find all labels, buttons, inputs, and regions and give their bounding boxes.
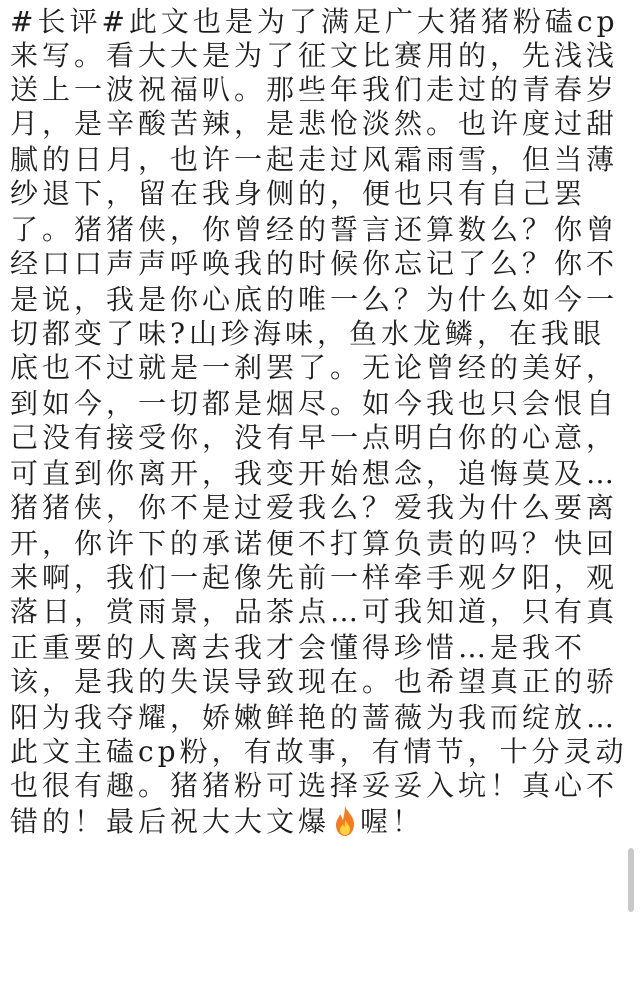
text-line: 此文主磕cp粉，有故事，有情节，十分灵动 [10, 735, 628, 768]
text-line: 纱退下，留在我身侧的，便也只有自己罢 [10, 177, 587, 210]
text-line: 切都变了味?山珍海味，鱼水龙鳞，在我眼 [10, 317, 606, 350]
text-line: 腻的日月，也许一起走过风霜雨雪，但当薄 [10, 143, 619, 176]
text-line: 到如今，一切都是烟尽。如今我也只会恨自 [10, 387, 619, 420]
text-line: 阳为我夺耀，娇嫩鲜艳的蔷薇为我而绽放… [10, 701, 619, 734]
scrollbar-thumb[interactable] [628, 848, 634, 912]
text-line-last [10, 798, 424, 846]
text-line: 来啊，我们一起像先前一样牵手观夕阳，观 [10, 561, 619, 594]
text-line: 猪猪侠，你不是过爱我么？爱我为什么要离 [10, 491, 619, 524]
text-line: 落日，赏雨景，品茶点…可我知道，只有真 [10, 595, 619, 628]
text-line: 可直到你离开，我变开始想念，追悔莫及… [10, 457, 619, 490]
text-line: 送上一波祝福叭。那些年我们走过的青春岁 [10, 73, 619, 106]
fire-icon [332, 804, 358, 836]
text-line: 了。猪猪侠，你曾经的誓言还算数么？你曾 [10, 213, 619, 246]
text-line: 正重要的人离去我才会懂得珍惜…是我不 [10, 631, 587, 664]
text-line: 己没有接受你，没有早一点明白你的心意， [10, 421, 619, 454]
text-line: 来写。看大大是为了征文比赛用的，先浅浅 [10, 39, 619, 72]
text-segment: 错的！最后祝大大文爆 [10, 805, 331, 838]
text-line: 经口口声声呼唤我的时候你忘记了么？你不 [10, 247, 619, 280]
text-line: #长评#此文也是为了满足广大猪猪粉磕cp [10, 5, 619, 38]
text-segment: 喔！ [360, 805, 425, 838]
text-line: 底也不过就是一刹罢了。无论曾经的美好， [10, 351, 619, 384]
text-line: 该，是我的失误导致现在。也希望真正的骄 [10, 665, 619, 698]
text-line: 是说，我是你心底的唯一么？为什么如今一 [10, 283, 619, 316]
text-line: 也很有趣。猪猪粉可选择妥妥入坑！真心不 [10, 769, 619, 802]
text-line: 月，是辛酸苦辣，是悲怆淡然。也许度过甜 [10, 107, 619, 140]
text-line: 开，你许下的承诺便不打算负责的吗？快回 [10, 527, 619, 560]
